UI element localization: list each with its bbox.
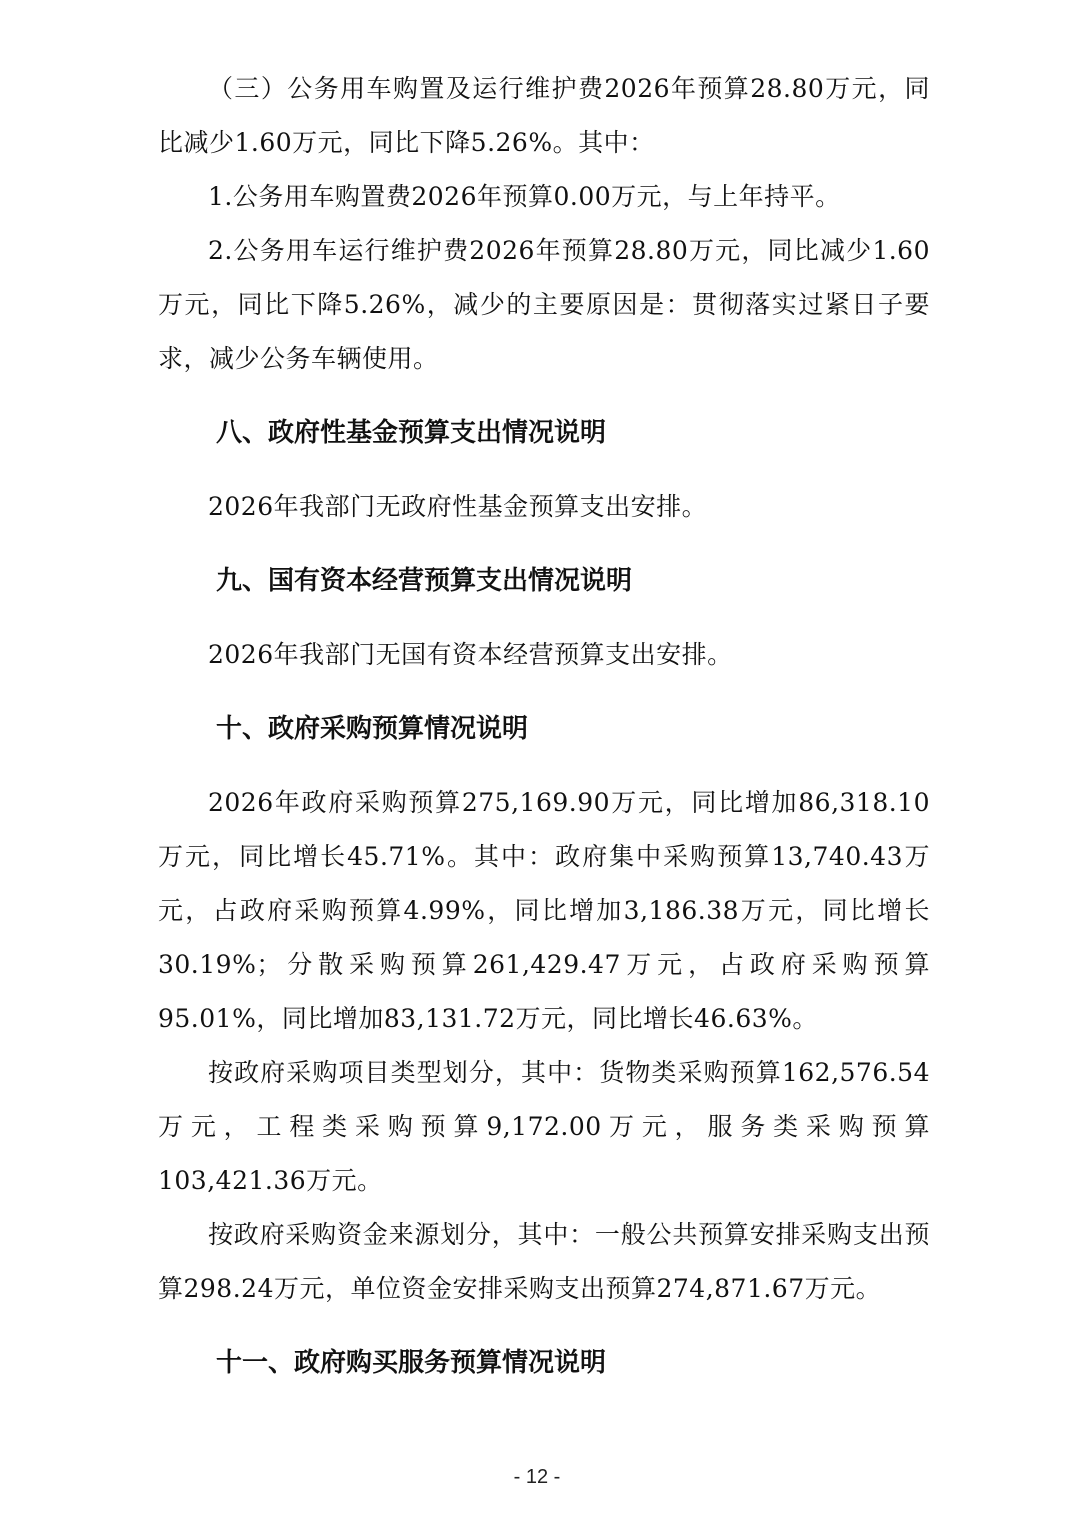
- paragraph-vehicle-maintenance: 2.公务用车运行维护费2026年预算28.80万元，同比减少1.60万元，同比下降5.26%，减少的主要原因是：贯彻落实过紧日子要求，减少公务车辆使用。: [158, 236, 930, 373]
- section-10-paragraph: 按政府采购项目类型划分，其中：货物类采购预算162,576.54万元，工程类采购预算9,172.00万元，服务类采购预算103,421.36万元。: [158, 1058, 930, 1195]
- page-number: - 12 -: [513, 1466, 561, 1488]
- paragraph-vehicle-costs: （三）公务用车购置及运行维护费2026年预算28.80万元，同比减少1.60万元，同比下降5.26%。其中：: [158, 74, 930, 157]
- section-heading-9: 九、国有资本经营预算支出情况说明: [216, 566, 633, 596]
- section-8-body: 2026年我部门无政府性基金预算支出安排。: [208, 492, 708, 521]
- paragraph-vehicle-purchase: 1.公务用车购置费2026年预算0.00万元，与上年持平。: [208, 182, 841, 211]
- section-9-body: 2026年我部门无国有资本经营预算支出安排。: [208, 640, 733, 669]
- section-heading-10: 十、政府采购预算情况说明: [216, 714, 529, 744]
- section-heading-11: 十一、政府购买服务预算情况说明: [216, 1348, 607, 1378]
- document-page: [158, 62, 930, 1390]
- section-10-paragraph: 按政府采购资金来源划分，其中：一般公共预算安排采购支出预算298.24万元，单位资金安排采购支出预算274,871.67万元。: [158, 1220, 930, 1303]
- section-10-paragraph: 2026年政府采购预算275,169.90万元，同比增加86,318.10万元，同比增长45.71%。其中：政府集中采购预算13,740.43万元，占政府采购预算4.99%，同比增加3,186.38万元，同比增长30.19%；分散采购预算261,429.47万元，占政府采购预算95.01%，同比增加83,131.72万元，同比增长46.63%。: [158, 788, 930, 1033]
- section-heading-8: 八、政府性基金预算支出情况说明: [216, 418, 607, 448]
